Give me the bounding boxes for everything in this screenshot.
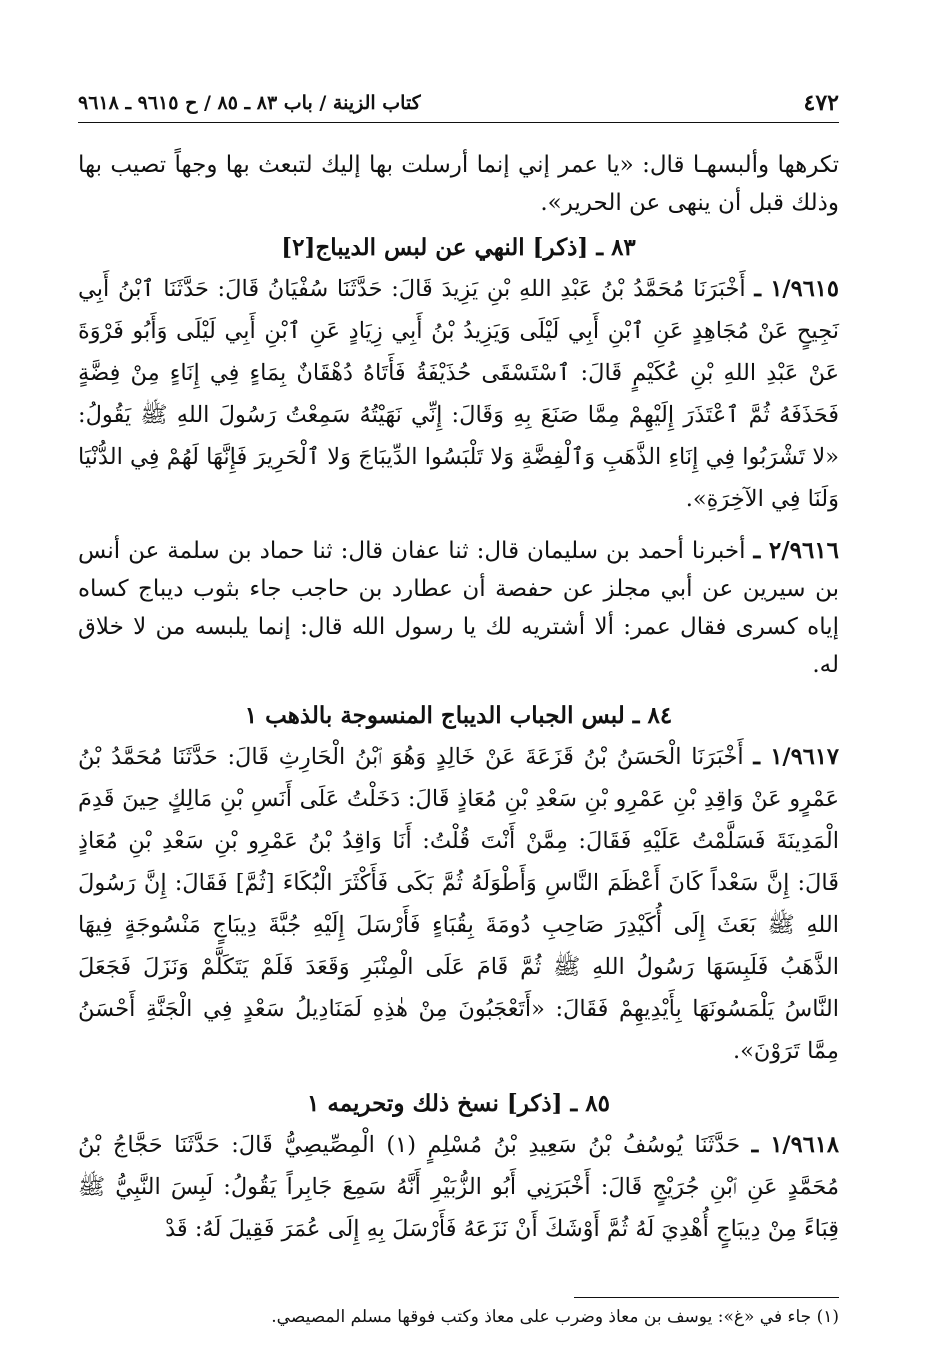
hadith-text: أَخْبَرَنَا الْحَسَنُ بْنُ قَزَعَةَ عَنْ خَالِدٍ وَهُوَ ٱبْنُ الْحَارِثِ قَالَ: حَدَّثَنَا مُحَمَّدُ بْنُ عَمْرٍو عَنْ وَاقِدِ بْنِ عَمْرِو بْنِ سَعْدِ بْنِ مُعَاذٍ قَالَ: دَخَلْتُ عَلَى أَنَسِ بْنِ مَالِكٍ حِينَ قَدِمَ الْمَدِينَةَ فَسَلَّمْتُ عَلَيْهِ فَقَالَ: مِمَّنْ أَنْتَ قُلْتُ: أَنَا وَاقِدُ بْنُ عَمْرِو بْنِ سَعْدِ بْنِ مُعَاذٍ قَالَ: إِنَّ سَعْداً كَانَ أَعْظَمَ النَّاسِ وَأَطْوَلَهُ ثُمَّ بَكَى فَأَكْثَرَ الْبُكَاءَ [ثُمَّ] فَقَالَ: إِنَّ رَسُولَ اللهِ ﷺ بَعَثَ إِلَى أُكَيْدِرَ صَاحِبِ دُومَةَ بِقُبَاءٍ فَأَرْسَلَ إِلَيْهِ جُبَّةَ دِيبَاجٍ مَنْسُوجَةٍ فِيهَا الذَّهَبُ فَلَبِسَهَا رَسُولُ اللهِ ﷺ ثُمَّ قَامَ عَلَى الْمِنْبَرِ وَقَعَدَ فَلَمْ يَتَكَلَّمْ وَنَزَلَ فَجَعَلَ النَّاسُ يَلْمَسُونَهَا بِأَيْدِيهِمْ فَقَالَ: «أَتَعْجَبُونَ مِنْ هٰذِهِ لَمَنَادِيلُ سَعْدٍ فِي الْجَنَّةِ أَحْسَنُ مِمَّا تَرَوْنَ». <box>78 744 839 1064</box>
hadith-number: ١/٩٦١٧ ـ <box>753 744 839 770</box>
hadith-text: أخبرنا أحمد بن سليمان قال: ثنا عفان قال: ثنا حماد بن سلمة عن أنس بن سيرين عن أبي مجلز عن حفصة أن عطارد بن حاجب جاء بثوب ديباج كساه إياه كسرى فقال عمر: ألا أشتريه لك يا رسول الله قال: إنما يلبسه من لا خلاق له. <box>78 538 839 678</box>
section-85-title: ٨٥ ـ [ذكر] نسخ ذلك وتحريمه ١ <box>307 1090 610 1117</box>
footnote: (١) جاء في «غ»: يوسف بن معاذ وضرب على معاذ وكتب فوقها مسلم المصيصي. <box>271 1307 839 1327</box>
hadith-9615 <box>78 268 839 520</box>
hadith-9618 <box>78 1124 839 1250</box>
hadith-text: أَخْبَرَنَا مُحَمَّدُ بْنُ عَبْدِ اللهِ بْنِ يَزِيدَ قَالَ: حَدَّثَنَا سُفْيَانُ قَالَ: حَدَّثَنَا ٱبْنُ أَبِي نَجِيحٍ عَنْ مُجَاهِدٍ عَنِ ٱبْنِ أَبِي لَيْلَى وَيَزِيدُ بْنُ أَبِي زِيَادٍ عَنِ ٱبْنِ أَبِي لَيْلَى وَأَبُو فَرْوَةَ عَنْ عَبْدِ اللهِ بْنِ عُكَيْمٍ قَالَ: ٱسْتَسْقَى حُذَيْفَةُ فَأَتَاهُ دُهْقَانٌ بِمَاءٍ فِي إِنَاءٍ مِنْ فِضَّةٍ فَحَذَفَهُ ثُمَّ ٱعْتَذَرَ إِلَيْهِمْ مِمَّا صَنَعَ بِهِ وَقَالَ: إِنِّي نَهَيْتُهُ سَمِعْتُ رَسُولَ اللهِ ﷺ يَقُولُ: «لا تَشْرَبُوا فِي إِنَاءِ الذَّهَبِ وَٱلْفِضَّةِ وَلا تَلْبَسُوا الدِّيبَاجَ وَلا ٱلْحَرِيرَ فَإِنَّهَا لَهُمْ فِي الدُّنْيَا وَلَنَا فِي الآخِرَةِ». <box>78 276 839 512</box>
intro-text: تكرهها وألبسهـا قال: «يا عمر إني إنما أرسلت بها إليك لتبعث بها وجهاً تصيب بها وذلك قبل أن ينهى عن الحرير». <box>78 152 839 216</box>
page-body <box>78 146 839 1250</box>
section-84-title: ٨٤ ـ لبس الجباب الديباج المنسوجة بالذهب ١ <box>244 702 673 729</box>
hadith-number: ٢/٩٦١٦ ـ <box>753 537 840 564</box>
hadith-text: حَدَّثَنَا يُوسُفُ بْنُ سَعِيدِ بْنُ مُسْلِمٍ (١) الْمِصِّيصِيُّ قَالَ: حَدَّثَنَا حَجَّاجُ بْنُ مُحَمَّدٍ عَنِ ٱبْنِ جُرَيْجٍ قَالَ: أَخْبَرَنِي أَبُو الزُّبَيْرِ أَنَّهُ سَمِعَ جَابِراً يَقُولُ: لَبِسَ النَّبِيُّ ﷺ قِبَاءً مِنْ دِيبَاجٍ أُهْدِيَ لَهُ ثُمَّ أَوْشَكَ أَنْ نَزَعَهُ فَأَرْسَلَ بِهِ إِلَى عُمَرَ فَقِيلَ لَهُ: قَدْ <box>78 1132 839 1242</box>
running-header <box>78 88 839 123</box>
hadith-9616 <box>78 532 839 684</box>
section-83-title: ٨٣ ـ [ذكر] النهي عن لبس الديباج[٢] <box>281 234 636 261</box>
hadith-number: ١/٩٦١٨ ـ <box>751 1132 839 1158</box>
page-number: ٤٧٢ <box>803 90 839 116</box>
footnote-rule <box>574 1297 839 1298</box>
hadith-9617 <box>78 736 839 1072</box>
hadith-number: ١/٩٦١٥ ـ <box>754 276 839 302</box>
running-title: كتاب الزينة / باب ٨٣ ـ ٨٥ / ح ٩٦١٥ ـ ٩٦١٨ <box>78 92 421 114</box>
